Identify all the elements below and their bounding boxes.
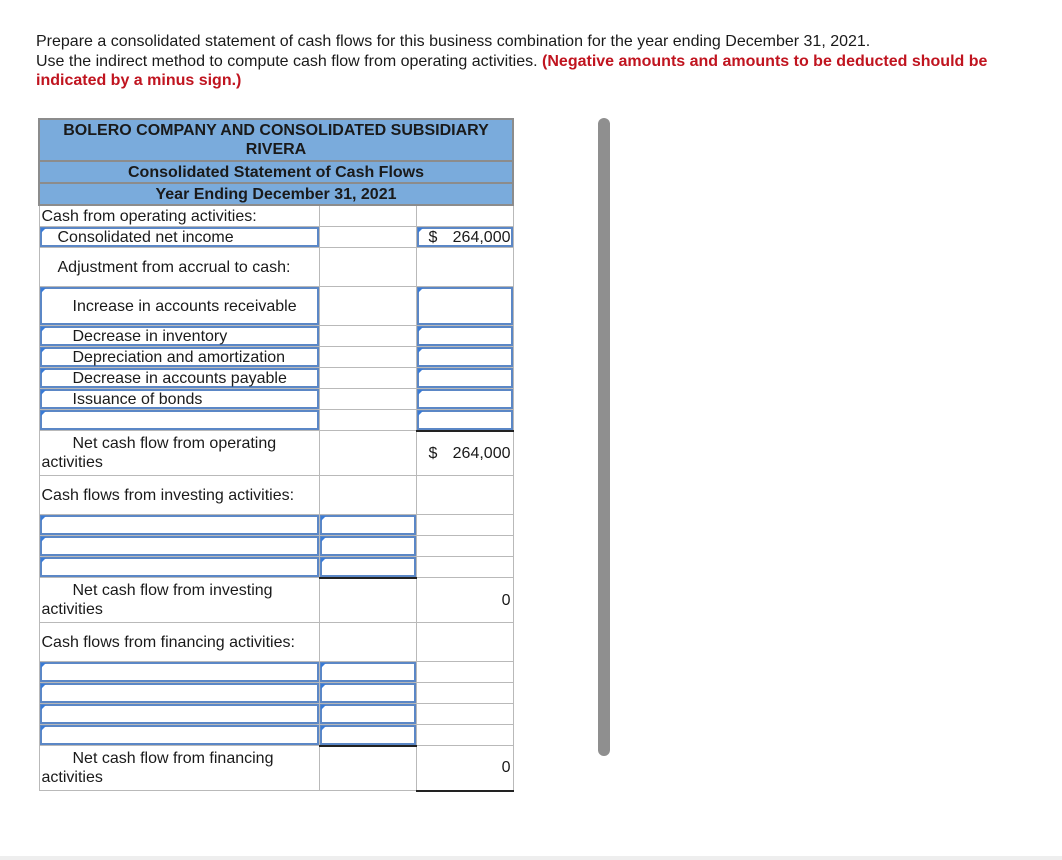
investing-amount-input[interactable] (319, 515, 416, 536)
blank-cell (319, 389, 416, 410)
blank-cell (416, 704, 513, 725)
blank-cell (319, 623, 416, 662)
blank-cell (319, 410, 416, 431)
investing-label-input[interactable] (39, 536, 319, 557)
blank-cell (319, 287, 416, 326)
blank-cell (416, 536, 513, 557)
blank-cell (319, 248, 416, 287)
blank-cell (416, 205, 513, 227)
blank-cell (416, 662, 513, 683)
blank-cell (416, 557, 513, 578)
adjustment-label-input[interactable]: Decrease in accounts payable (39, 368, 319, 389)
financing-total-value: 0 (416, 746, 513, 791)
scrollbar[interactable] (598, 118, 610, 756)
company-header: BOLERO COMPANY AND CONSOLIDATED SUBSIDIARY RIVERA (39, 119, 513, 161)
blank-cell (416, 623, 513, 662)
financing-amount-input[interactable] (319, 662, 416, 683)
operating-heading: Cash from operating activities: (39, 205, 319, 227)
investing-amount-input[interactable] (319, 557, 416, 578)
investing-total-label: Net cash flow from investing activities (39, 578, 319, 623)
adjustment-amount-input[interactable] (416, 368, 513, 389)
instruction-warning: (Negative amounts and amounts to be deducted should be indicated by a minus sign.) (36, 52, 988, 89)
adjustment-label-input[interactable]: Issuance of bonds (39, 389, 319, 410)
blank-cell (319, 431, 416, 476)
investing-heading: Cash flows from investing activities: (39, 476, 319, 515)
adjustment-amount-input[interactable] (416, 287, 513, 326)
adjustment-amount-input[interactable] (416, 326, 513, 347)
blank-cell (319, 227, 416, 248)
blank-cell (416, 725, 513, 746)
adjustment-label-input[interactable]: Decrease in inventory (39, 326, 319, 347)
financing-amount-input[interactable] (319, 704, 416, 725)
blank-cell (416, 248, 513, 287)
investing-amount-input[interactable] (319, 536, 416, 557)
blank-cell (416, 515, 513, 536)
statement-title: Consolidated Statement of Cash Flows (39, 161, 513, 183)
financing-amount-input[interactable] (319, 725, 416, 746)
financing-label-input[interactable] (39, 725, 319, 746)
instruction-line-1: Prepare a consolidated statement of cash flows for this business combination for the year ending December 31, 2021. (36, 33, 871, 50)
adjustment-heading: Adjustment from accrual to cash: (39, 248, 319, 287)
financing-total-label: Net cash flow from financing activities (39, 746, 319, 791)
adjustment-amount-input[interactable] (416, 347, 513, 368)
adjustment-label-input[interactable]: Depreciation and amortization (39, 347, 319, 368)
operating-total-value: $ 264,000 (416, 431, 513, 476)
investing-total-value: 0 (416, 578, 513, 623)
investing-label-input[interactable] (39, 515, 319, 536)
operating-total-label: Net cash flow from operating activities (39, 431, 319, 476)
blank-cell (319, 578, 416, 623)
instructions (36, 32, 1026, 91)
financing-label-input[interactable] (39, 704, 319, 725)
financing-heading: Cash flows from financing activities: (39, 623, 319, 662)
blank-cell (416, 683, 513, 704)
cash-flow-table (38, 118, 514, 792)
financing-label-input[interactable] (39, 662, 319, 683)
blank-cell (319, 368, 416, 389)
financing-amount-input[interactable] (319, 683, 416, 704)
blank-cell (319, 347, 416, 368)
adjustment-amount-input[interactable] (416, 389, 513, 410)
statement-period: Year Ending December 31, 2021 (39, 183, 513, 205)
divider (0, 856, 1062, 860)
blank-cell (319, 476, 416, 515)
blank-cell (319, 746, 416, 791)
adjustment-amount-input[interactable] (416, 410, 513, 431)
blank-cell (319, 205, 416, 227)
blank-cell (416, 476, 513, 515)
net-income-amount-input[interactable]: $ 264,000 (416, 227, 513, 248)
financing-label-input[interactable] (39, 683, 319, 704)
blank-cell (319, 326, 416, 347)
instruction-line-2: Use the indirect method to compute cash flow from operating activities. (36, 52, 538, 70)
net-income-label-input[interactable]: Consolidated net income (39, 227, 319, 248)
adjustment-label-input[interactable]: Increase in accounts receivable (39, 287, 319, 326)
investing-label-input[interactable] (39, 557, 319, 578)
adjustment-label-input[interactable] (39, 410, 319, 431)
